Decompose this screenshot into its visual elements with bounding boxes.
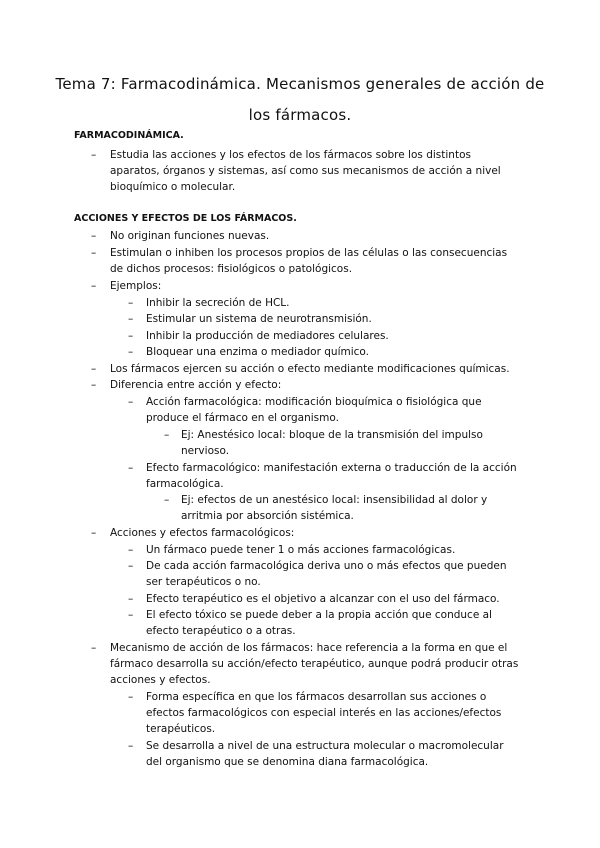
bullet-dash: – xyxy=(128,544,134,556)
bullet-dash: – xyxy=(128,313,134,325)
text-line: Se desarrolla a nivel de una estructura molecular o macromolecular xyxy=(146,740,504,752)
text-line: Un fármaco puede tener 1 o más acciones farmacológicas. xyxy=(146,544,456,556)
text-line: Diferencia entre acción y efecto: xyxy=(110,379,282,391)
section-heading-farmacodinamica: FARMACODINÁMICA. xyxy=(74,130,184,141)
section-heading-acciones-efectos: ACCIONES Y EFECTOS DE LOS FÁRMACOS. xyxy=(74,213,297,224)
bullet-dash: – xyxy=(128,560,134,572)
example-item: Bloquear una enzima o mediador químico. xyxy=(146,346,369,358)
bullet-dash: – xyxy=(128,396,134,408)
text-line: produce el fármaco en el organismo. xyxy=(146,412,339,424)
text-line: nervioso. xyxy=(181,445,230,457)
text-line: Efecto farmacológico: manifestación externa o traducción de la acción xyxy=(146,462,517,474)
bullet-dash: – xyxy=(91,149,97,161)
bullet-dash: – xyxy=(128,740,134,752)
bullet-dash: – xyxy=(164,429,170,441)
text-line: Estimulan o inhiben los procesos propios de las células o las consecuencias xyxy=(110,247,508,259)
bullet-dash: – xyxy=(91,247,97,259)
bullet-dash: – xyxy=(128,462,134,474)
text-line: acciones y efectos. xyxy=(110,674,211,686)
bullet-dash: – xyxy=(128,609,134,621)
text-line: Efecto terapéutico es el objetivo a alcanzar con el uso del fármaco. xyxy=(146,593,500,605)
bullet-dash: – xyxy=(91,230,97,242)
bullet-dash: – xyxy=(164,494,170,506)
text-line: Acción farmacológica: modificación bioquímica o fisiológica que xyxy=(146,396,482,408)
page-title-line-2: los fármacos. xyxy=(248,106,352,124)
text-line: ser terapéuticos o no. xyxy=(146,576,261,588)
example-item: Inhibir la secreción de HCL. xyxy=(146,297,290,309)
text-line: de dichos procesos: fisiológicos o patológicos. xyxy=(110,263,353,275)
text-line: Estudia las acciones y los efectos de los fármacos sobre los distintos xyxy=(110,149,471,161)
text-line: Acciones y efectos farmacológicos: xyxy=(110,527,295,539)
text-line: Los fármacos ejercen su acción o efecto mediante modificaciones químicas. xyxy=(110,363,510,375)
text-line: arritmia por absorción sistémica. xyxy=(181,510,354,522)
bullet-dash: – xyxy=(128,330,134,342)
bullet-dash: – xyxy=(128,346,134,358)
text-line: del organismo que se denomina diana farmacológica. xyxy=(146,756,429,768)
bullet-dash: – xyxy=(91,379,97,391)
text-line: Ej: Anestésico local: bloque de la transmisión del impulso xyxy=(181,429,483,441)
bullet-dash: – xyxy=(91,280,97,292)
text-line: No originan funciones nuevas. xyxy=(110,230,270,242)
text-line: efectos farmacológicos con especial interés en las acciones/efectos xyxy=(146,707,502,719)
bullet-dash: – xyxy=(91,527,97,539)
text-line: terapéuticos. xyxy=(146,723,216,735)
bullet-dash: – xyxy=(91,363,97,375)
text-line: aparatos, órganos y sistemas, así como sus mecanismos de acción a nivel xyxy=(110,165,501,177)
text-line: Ejemplos: xyxy=(110,280,162,292)
text-line: De cada acción farmacológica deriva uno o más efectos que pueden xyxy=(146,560,507,572)
bullet-dash: – xyxy=(128,593,134,605)
text-line: fármaco desarrolla su acción/efecto terapéutico, aunque podrá producir otras xyxy=(110,658,519,670)
example-item: Estimular un sistema de neurotransmisión. xyxy=(146,313,372,325)
bullet-dash: – xyxy=(91,642,97,654)
page-title-line-1: Tema 7: Farmacodinámica. Mecanismos generales de acción de xyxy=(55,75,545,93)
example-item: Inhibir la producción de mediadores celulares. xyxy=(146,330,389,342)
text-line: Forma específica en que los fármacos desarrollan sus acciones o xyxy=(146,691,487,703)
text-line: efecto terapéutico o a otras. xyxy=(146,625,296,637)
text-line: farmacológica. xyxy=(146,478,224,490)
text-line: Ej: efectos de un anestésico local: insensibilidad al dolor y xyxy=(181,494,488,506)
bullet-dash: – xyxy=(128,297,134,309)
text-line: Mecanismo de acción de los fármacos: hace referencia a la forma en que el xyxy=(110,642,508,654)
text-line: bioquímico o molecular. xyxy=(110,181,236,193)
bullet-dash: – xyxy=(128,691,134,703)
text-line: El efecto tóxico se puede deber a la propia acción que conduce al xyxy=(146,609,492,621)
